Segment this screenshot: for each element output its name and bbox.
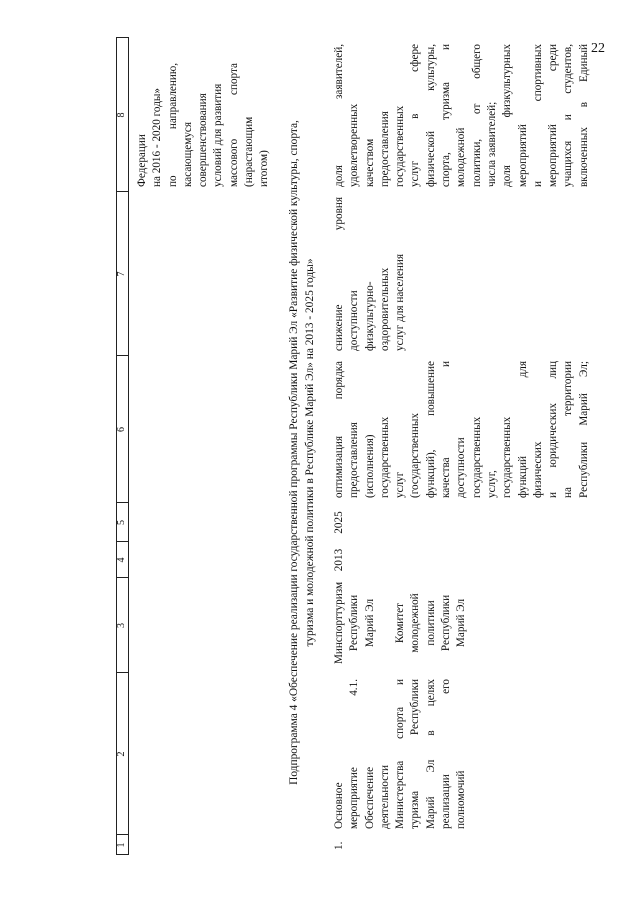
col7-line: услуг для населения [394, 253, 407, 351]
col2-line: Обеспечение [363, 766, 376, 829]
col3-line: Минспорттуризм [333, 581, 345, 665]
col8-line: учащихся и студентов, [562, 44, 575, 187]
continuation-line: условий для развития [212, 83, 225, 187]
col7-line: физкультурно- [363, 281, 376, 351]
col8-line: молодежной [455, 127, 468, 187]
continuation-line: касающемуся [181, 121, 194, 187]
row-col7-consequences [332, 197, 408, 351]
col8-line: включенных в Единый [577, 44, 590, 187]
col6-line: качества и [440, 361, 453, 498]
col8-line: мероприятий [516, 124, 529, 187]
table-header-rule [128, 37, 129, 855]
col6-line: государственных [378, 416, 391, 498]
subprogram-title-line-1: Подпрограмма 4 «Обеспечение реализации государственной программы Республики Марий Эл «Развитие физической культуры, спорта, [288, 120, 300, 785]
col2-line: деятельности [378, 764, 391, 829]
col2-line: Основное [333, 782, 345, 829]
col3-line: Республики [348, 594, 361, 652]
header-col-8: 8 [116, 112, 127, 118]
subprogram-title-line-2: туризма и молодежной политики в Республике Марий Эл» на 2013 - 2025 годы» [303, 258, 316, 647]
col6-line: оптимизация порядка [333, 361, 345, 498]
page-number: 22 [591, 41, 605, 56]
col3-line: Республики [440, 594, 453, 652]
col8-line: спорта, туризма и [440, 44, 453, 187]
header-col-6: 6 [116, 427, 127, 432]
col3-line: молодежной [409, 593, 422, 653]
col8-line: и спортивных [531, 44, 544, 187]
col2-line: реализации его [440, 679, 453, 829]
header-col-7: 7 [116, 271, 127, 277]
header-col-3: 3 [116, 623, 127, 628]
col8-line: качеством [363, 138, 376, 187]
col6-line: Республики Марий Эл; [577, 361, 590, 498]
continuation-line: (нарастающим [243, 116, 256, 187]
col8-line: доля заявителей, [333, 44, 345, 187]
col6-line: функций), повышение [424, 361, 437, 498]
col2-line: мероприятие 4.1. [348, 679, 361, 829]
subprogram-title [287, 0, 318, 905]
continuation-line: совершенствования [197, 93, 210, 187]
col8-line: физической культуры, [424, 44, 437, 187]
header-col-1: 1 [116, 842, 127, 848]
col2-line: Министерства спорта и [394, 679, 407, 829]
col2-line: туризма Республики [409, 679, 422, 829]
col6-line: предоставления [348, 422, 361, 498]
col7-line: снижение уровня [333, 197, 345, 351]
col7-line: доступности [348, 290, 361, 351]
col8-line: мероприятий среди [547, 44, 560, 187]
col3-line: Комитет [394, 602, 407, 644]
col8-line: услуг в сфере [409, 44, 422, 187]
col6-line: и юридических лиц [547, 361, 560, 498]
col2-line: полномочий [455, 770, 468, 829]
col6-line: физических [531, 441, 544, 498]
row-col2-event [332, 679, 470, 829]
col2-line: Марий Эл в целях [424, 679, 437, 829]
col6-line: на территории [562, 361, 575, 498]
continuation-col8 [135, 63, 273, 187]
continuation-line: Федерации [136, 134, 148, 187]
col6-line: государственных [470, 416, 483, 498]
row-col8-indicators [332, 44, 592, 187]
col3-line: политики [424, 600, 437, 646]
col6-line: доступности [455, 437, 468, 498]
continuation-line: по направлению, [166, 63, 179, 187]
col3-line: Марий Эл [455, 598, 468, 648]
col8-line: предоставления [378, 111, 391, 187]
continuation-line: итогом) [258, 150, 271, 187]
row-col5-end-year: 2025 [333, 511, 345, 534]
col3-line: Марий Эл [363, 598, 376, 648]
col6-line: функций для [516, 361, 529, 498]
col6-line: услуг [394, 471, 407, 498]
col3-gap [378, 576, 393, 670]
row-number: 1. [333, 841, 345, 850]
col6-line: государственных [501, 416, 514, 498]
header-col-4: 4 [116, 557, 127, 563]
continuation-line: массового спорта [227, 63, 240, 187]
col7-line: оздоровительных [378, 267, 391, 351]
col8-line: политики, от общего [470, 44, 483, 187]
header-col-5: 5 [116, 520, 127, 525]
header-col-2: 2 [116, 751, 127, 757]
col6-line: (исполнения) [363, 434, 376, 498]
col8-line: государственных [394, 105, 407, 187]
col6-line: (государственных [409, 413, 422, 498]
continuation-line: на 2016 - 2020 годы» [151, 88, 164, 187]
col8-line: числа заявителей; [485, 101, 498, 187]
col8-line: удовлетворенных [348, 103, 361, 187]
row-col4-start-year: 2013 [333, 548, 345, 572]
row-col6-result [332, 361, 592, 498]
row-col3-executors [332, 576, 470, 670]
col6-line: услуг, [485, 470, 498, 498]
col8-line: доля физкультурных [501, 44, 514, 187]
